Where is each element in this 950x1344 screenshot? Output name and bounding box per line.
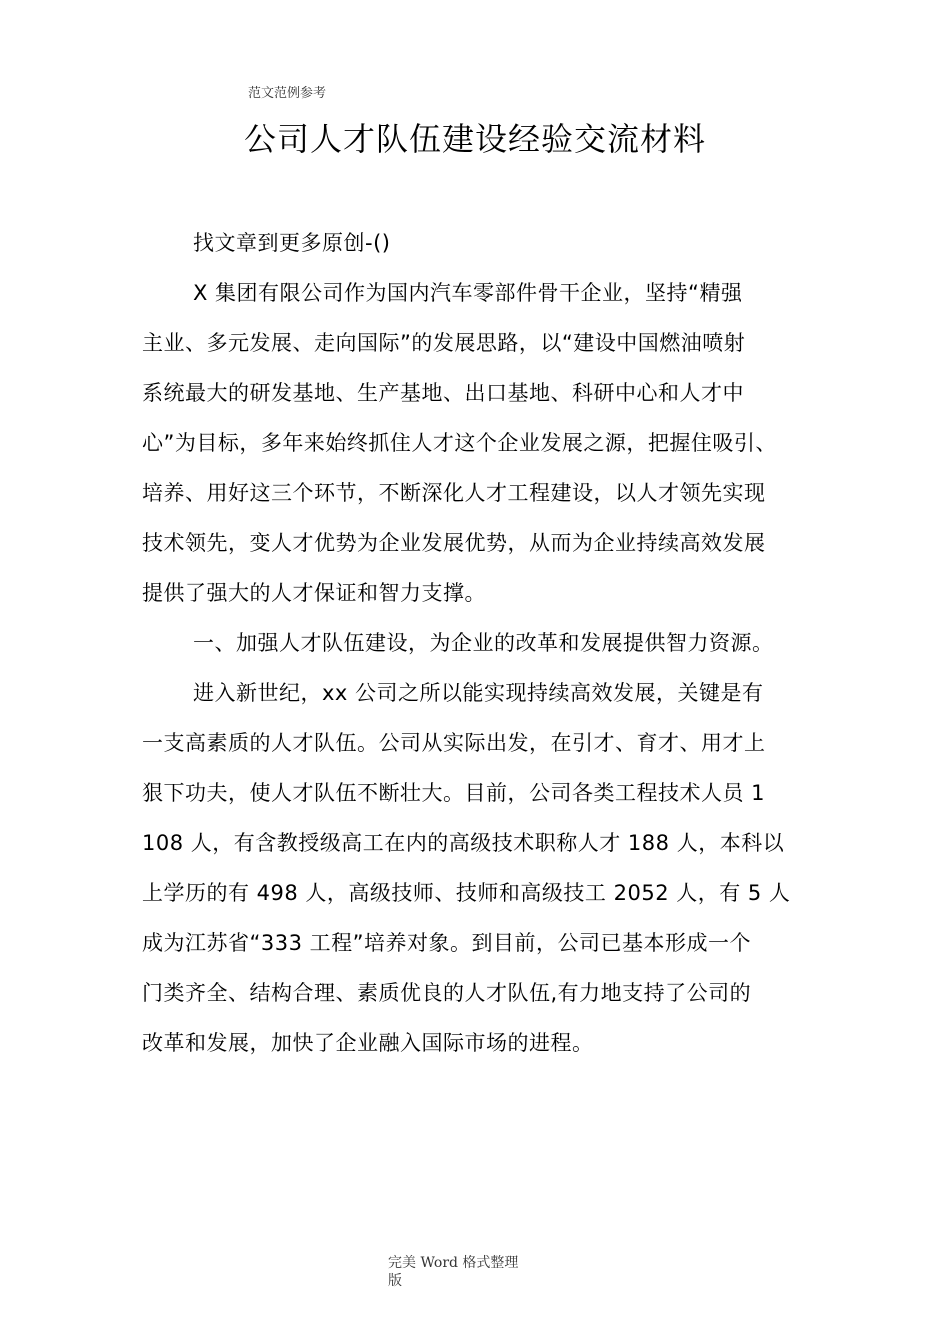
section-heading: 一、加强人才队伍建设，为企业的改革和发展提供智力资源。 xyxy=(193,631,774,655)
body-line: 门类齐全、结构合理、素质优良的人才队伍,有力地支持了公司的 xyxy=(142,981,752,1005)
body-line: 108 人，有含教授级高工在内的高级技术职称人才 188 人，本科以 xyxy=(142,831,785,855)
document-title: 公司人才队伍建设经验交流材料 xyxy=(243,120,706,158)
footer-note-line-1: 完美 Word 格式整理 xyxy=(388,1255,519,1271)
body-line: 系统最大的研发基地、生产基地、出口基地、科研中心和人才中 xyxy=(142,381,744,405)
body-line: 找文章到更多原创-() xyxy=(193,231,391,255)
body-line: 提供了强大的人才保证和智力支撑。 xyxy=(142,581,486,605)
body-line: X 集团有限公司作为国内汽车零部件骨干企业，坚持“精强 xyxy=(193,281,743,305)
header-note: 范文范例参考 xyxy=(248,86,327,101)
body-line: 培养、用好这三个环节，不断深化人才工程建设，以人才领先实现 xyxy=(142,481,766,505)
body-line: 主业、多元发展、走向国际”的发展思路，以“建设中国燃油喷射 xyxy=(142,331,746,355)
body-line: 改革和发展，加快了企业融入国际市场的进程。 xyxy=(142,1031,594,1055)
body-line: 心”为目标，多年来始终抓住人才这个企业发展之源，把握住吸引、 xyxy=(142,431,777,455)
body-line: 技术领先，变人才优势为企业发展优势，从而为企业持续高效发展 xyxy=(142,531,766,555)
body-line: 一支高素质的人才队伍。公司从实际出发，在引才、育才、用才上 xyxy=(142,731,766,755)
body-line: 成为江苏省“333 工程”培养对象。到目前，公司已基本形成一个 xyxy=(142,931,752,955)
body-line: 狠下功夫，使人才队伍不断壮大。目前，公司各类工程技术人员 1 xyxy=(142,781,766,805)
footer-note-line-2: 版 xyxy=(388,1273,402,1289)
footer-note xyxy=(388,1254,528,1290)
body-line: 进入新世纪，xx 公司之所以能实现持续高效发展，关键是有 xyxy=(193,681,764,705)
body-line: 上学历的有 498 人，高级技师、技师和高级技工 2052 人，有 5 人 xyxy=(142,881,791,905)
